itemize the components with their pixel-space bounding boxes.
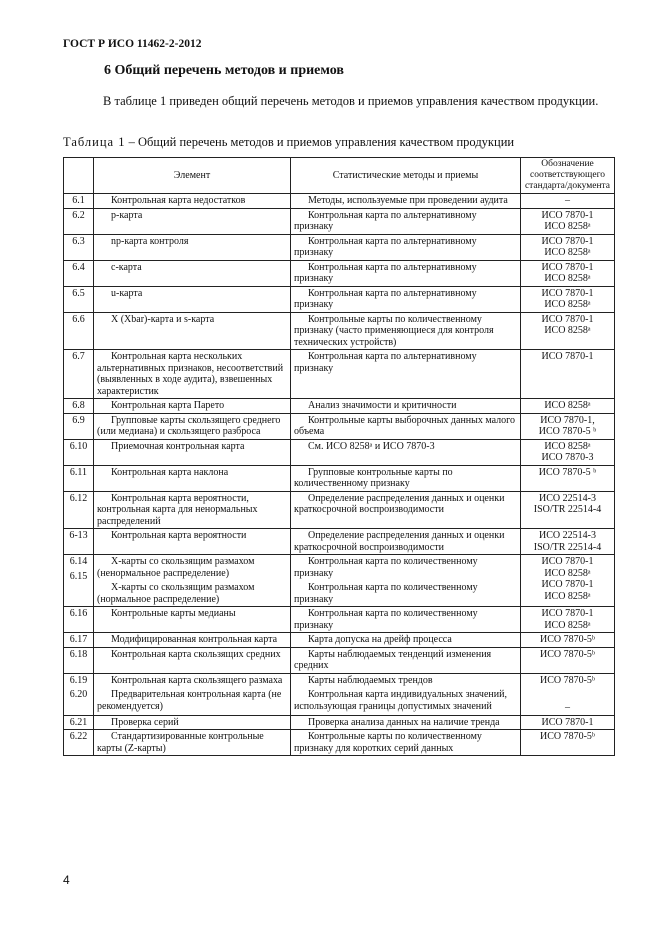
cell-text: 6.16	[69, 608, 88, 619]
cell-text: Предварительная контрольная карта (не рекомендуется)	[97, 689, 282, 712]
cell-text: ИСО 8258ᵃ	[544, 247, 591, 258]
cell-text: 6.20	[69, 689, 88, 700]
cell-text: 6.14	[69, 556, 88, 567]
cell-text: Контрольные карты медианы	[111, 608, 236, 619]
row-standard-cell	[521, 647, 615, 673]
table-row	[64, 529, 615, 555]
table-row	[64, 633, 615, 648]
row-element-cell	[94, 529, 291, 555]
row-method-cell	[291, 647, 521, 673]
row-method-cell	[291, 439, 521, 465]
cell-text: 6.8	[72, 400, 85, 411]
row-number-cell	[64, 555, 94, 607]
row-method-cell	[291, 633, 521, 648]
table-row	[64, 413, 615, 439]
table-row	[64, 715, 615, 730]
table-row	[64, 555, 615, 607]
row-number-cell	[64, 465, 94, 491]
row-method-cell	[291, 413, 521, 439]
row-standard-cell	[521, 673, 615, 715]
cell-text: ИСО 8258ᵃ	[544, 590, 591, 602]
cell-text: ИСО 7870-1	[541, 261, 594, 273]
row-standard-cell	[521, 260, 615, 286]
methods-table	[63, 157, 615, 756]
cell-text: ИСО 8258ᵃ	[544, 619, 591, 631]
row-number-cell	[64, 312, 94, 350]
row-standard-cell	[521, 399, 615, 414]
cell-text: Карты наблюдаемых трендов	[308, 674, 433, 686]
row-element-cell	[94, 555, 291, 607]
row-element-cell	[94, 194, 291, 209]
table-row	[64, 607, 615, 633]
row-number-cell	[64, 234, 94, 260]
cell-text: X (Xbar)-карта и s-карта	[111, 313, 215, 325]
table-row	[64, 194, 615, 209]
row-standard-cell	[521, 439, 615, 465]
row-method-cell	[291, 350, 521, 399]
row-method-cell	[291, 529, 521, 555]
cell-text: Определение распределения данных и оценки краткосрочной воспроизводимости	[294, 530, 505, 553]
row-number-cell	[64, 350, 94, 399]
cell-text: ИСО 7870-1	[541, 556, 594, 567]
page-number: 4	[63, 873, 70, 887]
cell-text: 6.15	[69, 570, 88, 582]
row-standard-cell	[521, 413, 615, 439]
row-number-cell	[64, 715, 94, 730]
cell-text: Групповые контрольные карты по количественному признаку	[294, 466, 453, 489]
table-row	[64, 260, 615, 286]
cell-text: Модифицированная контрольная карта	[111, 634, 278, 645]
row-number-cell	[64, 647, 94, 673]
cell-text: ИСО 8258ᵃ	[544, 567, 591, 579]
cell-text: Проверка анализа данных на наличие тренда	[308, 716, 500, 728]
document-header: ГОСТ Р ИСО 11462-2-2012	[63, 38, 202, 50]
header-cell-element: Элемент	[94, 158, 291, 194]
row-standard-cell	[521, 607, 615, 633]
cell-text: Контрольная карта по альтернативному признаку	[294, 209, 477, 232]
row-method-cell	[291, 715, 521, 730]
table-row	[64, 730, 615, 756]
cell-text: Контрольная карта по количественному признаку	[294, 608, 478, 631]
row-standard-cell	[521, 234, 615, 260]
cell-text: ИСО 7870-1	[541, 287, 594, 299]
table-row	[64, 234, 615, 260]
cell-text: Контрольная карта Парето	[111, 400, 225, 411]
cell-text: ИСО 7870-1,	[540, 414, 595, 426]
cell-text: Контрольная карта недостатков	[111, 195, 246, 206]
row-number-cell	[64, 633, 94, 648]
cell-text: См. ИСО 8258ᵃ и ИСО 7870-3	[308, 440, 435, 452]
row-method-cell	[291, 234, 521, 260]
cell-text: Контрольная карта нескольких альтернативных признаков, несоответствий (выявленных в ходе аудита), взвешенных характеристик	[97, 351, 284, 397]
row-number-cell	[64, 194, 94, 209]
row-standard-cell	[521, 286, 615, 312]
cell-text: ИСО 8258ᵃ	[544, 273, 591, 284]
cell-text: ИСО 7870-1	[541, 313, 594, 325]
row-element-cell	[94, 312, 291, 350]
cell-text: 6.7	[72, 351, 85, 362]
row-element-cell	[94, 413, 291, 439]
cell-text: Контрольная карта скользящего размаха	[111, 674, 283, 686]
cell-text: X-карты со скользящим размахом (ненормальное распределение)	[97, 556, 255, 579]
row-method-cell	[291, 465, 521, 491]
row-element-cell	[94, 647, 291, 673]
cell-text: Контрольная карта по количественному признаку	[294, 556, 478, 579]
cell-text: ИСО 7870-1	[541, 235, 594, 247]
cell-text: ИСО 8258ᵃ	[544, 221, 591, 232]
row-element-cell	[94, 260, 291, 286]
cell-text: u-карта	[111, 287, 143, 299]
table-row	[64, 465, 615, 491]
row-standard-cell	[521, 715, 615, 730]
cell-text: ИСО 22514-3	[539, 530, 596, 541]
row-element-cell	[94, 673, 291, 715]
row-element-cell	[94, 439, 291, 465]
intro-paragraph: В таблице 1 приведен общий перечень методов и приемов управления качеством продукции.	[103, 94, 599, 108]
cell-text: –	[565, 195, 570, 206]
row-method-cell	[291, 555, 521, 607]
cell-text: np-карта контроля	[111, 235, 189, 247]
table-caption	[63, 135, 514, 150]
row-method-cell	[291, 607, 521, 633]
cell-text: Контрольные карты выборочных данных малого объема	[294, 414, 515, 437]
cell-text: ИСО 7870-1	[541, 579, 594, 590]
row-method-cell	[291, 399, 521, 414]
row-number-cell	[64, 413, 94, 439]
row-method-cell	[291, 312, 521, 350]
cell-text: ИСО 7870-1	[541, 351, 594, 362]
cell-text: 6.5	[72, 287, 85, 299]
row-number-cell	[64, 673, 94, 715]
cell-text: ISO/TR 22514-4	[533, 504, 602, 515]
table-caption-label: Таблица 1	[63, 135, 126, 149]
cell-text: Стандартизированные контрольные карты (Z-карты)	[97, 731, 264, 754]
table-header-row	[64, 158, 615, 194]
row-element-cell	[94, 208, 291, 234]
row-standard-cell	[521, 194, 615, 209]
cell-text: Контрольная карта по альтернативному признаку	[294, 351, 477, 374]
table-row	[64, 208, 615, 234]
row-element-cell	[94, 286, 291, 312]
cell-text: Контрольная карта по альтернативному признаку	[294, 235, 477, 258]
cell-text: ИСО 7870-1	[541, 716, 594, 728]
cell-text: ИСО 7870-1	[541, 209, 594, 221]
cell-text: 6.21	[69, 716, 88, 728]
cell-text: 6.4	[72, 261, 85, 273]
cell-text: Контрольные карты по количественному признаку для коротких серий данных	[294, 731, 482, 754]
cell-text: Проверка серий	[111, 716, 179, 728]
cell-text: Контрольные карты по количественному признаку (часто применяющиеся для контроля технических устройств)	[294, 313, 494, 348]
cell-text: Карты наблюдаемых тенденций изменения средних	[294, 648, 492, 671]
row-element-cell	[94, 730, 291, 756]
table-row	[64, 439, 615, 465]
cell-text: 6.10	[69, 440, 88, 452]
cell-text: Карта допуска на дрейф процесса	[308, 634, 452, 645]
cell-text: 6.19	[69, 674, 88, 686]
cell-text: ИСО 8258ᵃ	[544, 440, 591, 452]
row-method-cell	[291, 673, 521, 715]
cell-text: Контрольная карта вероятности, контрольная карта для ненормальных распределений	[97, 492, 258, 527]
cell-text: ISO/TR 22514-4	[533, 541, 602, 553]
table-row	[64, 647, 615, 673]
cell-text: 6.2	[72, 209, 85, 221]
row-element-cell	[94, 607, 291, 633]
row-method-cell	[291, 194, 521, 209]
row-number-cell	[64, 208, 94, 234]
table-row	[64, 491, 615, 529]
row-standard-cell	[521, 529, 615, 555]
row-element-cell	[94, 234, 291, 260]
cell-text: Приемочная контрольная карта	[111, 440, 245, 452]
cell-text: Контрольная карта индивидуальных значений, использующая границы допустимых значений	[294, 689, 507, 712]
row-standard-cell	[521, 633, 615, 648]
row-standard-cell	[521, 312, 615, 350]
cell-text: Контрольная карта по количественному признаку	[294, 582, 478, 605]
row-method-cell	[291, 730, 521, 756]
row-element-cell	[94, 491, 291, 529]
table-row	[64, 399, 615, 414]
cell-text: Анализ значимости и критичности	[308, 400, 457, 411]
header-cell-standard: Обозначение соответствующего стандарта/документа	[521, 158, 615, 194]
row-number-cell	[64, 399, 94, 414]
row-element-cell	[94, 399, 291, 414]
cell-text: p-карта	[111, 209, 143, 221]
cell-text: Групповые карты скользящего среднего (или медиана) и скользящего разброса	[97, 414, 281, 437]
cell-text: 6.11	[69, 466, 88, 478]
cell-text: Методы, используемые при проведении аудита	[308, 195, 508, 206]
row-number-cell	[64, 260, 94, 286]
cell-text: 6-13	[69, 530, 88, 541]
cell-text: ИСО 7870-1	[541, 608, 594, 619]
row-standard-cell	[521, 208, 615, 234]
row-method-cell	[291, 491, 521, 529]
row-standard-cell	[521, 350, 615, 399]
table-row	[64, 286, 615, 312]
row-number-cell	[64, 730, 94, 756]
row-element-cell	[94, 465, 291, 491]
row-standard-cell	[521, 730, 615, 756]
cell-text: ИСО 7870-5ᵇ	[539, 731, 596, 742]
cell-text: ИСО 22514-3	[539, 492, 596, 504]
section-title: 6 Общий перечень методов и приемов	[104, 63, 344, 78]
row-standard-cell	[521, 465, 615, 491]
row-number-cell	[64, 607, 94, 633]
cell-text: 6.18	[69, 648, 88, 660]
cell-text: ИСО 7870-5ᵇ	[539, 634, 596, 645]
row-standard-cell	[521, 555, 615, 607]
cell-text: 6.17	[69, 634, 88, 645]
cell-text: c-карта	[111, 261, 142, 273]
cell-text: Контрольная карта вероятности	[111, 530, 247, 541]
row-number-cell	[64, 439, 94, 465]
cell-text: 6.6	[72, 313, 85, 325]
cell-text: X-карты со скользящим размахом (нормальное распределение)	[97, 582, 255, 605]
cell-text: ИСО 8258ᵃ	[544, 400, 591, 411]
table-caption-text: – Общий перечень методов и приемов управления качеством продукции	[125, 135, 515, 149]
table-row	[64, 312, 615, 350]
row-number-cell	[64, 286, 94, 312]
cell-text: 6.22	[69, 731, 88, 742]
row-number-cell	[64, 529, 94, 555]
cell-text: ИСО 7870-5 ᵇ	[538, 466, 597, 478]
cell-text: 6.12	[69, 492, 88, 504]
cell-text: ИСО 7870-5 ᵇ	[538, 426, 597, 437]
table-row	[64, 350, 615, 399]
row-standard-cell	[521, 491, 615, 529]
row-element-cell	[94, 715, 291, 730]
row-element-cell	[94, 633, 291, 648]
row-number-cell	[64, 491, 94, 529]
cell-text: Контрольная карта по альтернативному признаку	[294, 261, 477, 284]
cell-text: –	[565, 702, 570, 713]
cell-text: 6.9	[72, 414, 85, 426]
row-method-cell	[291, 286, 521, 312]
cell-text: ИСО 7870-3	[541, 452, 594, 463]
row-method-cell	[291, 260, 521, 286]
cell-text: Контрольная карта по альтернативному признаку	[294, 287, 477, 310]
row-method-cell	[291, 208, 521, 234]
cell-text: ИСО 8258ᵃ	[544, 299, 591, 310]
cell-text: ИСО 8258ᵃ	[544, 325, 591, 336]
cell-text: 6.3	[72, 235, 85, 247]
cell-text: Определение распределения данных и оценки краткосрочной воспроизводимости	[294, 492, 505, 515]
cell-text: ИСО 7870-5ᵇ	[539, 674, 596, 686]
header-cell-number	[64, 158, 94, 194]
cell-text: 6.1	[72, 195, 85, 206]
table-row	[64, 673, 615, 715]
row-element-cell	[94, 350, 291, 399]
cell-text: Контрольная карта скользящих средних	[111, 648, 281, 660]
cell-text: Контрольная карта наклона	[111, 466, 229, 478]
cell-text: ИСО 7870-5ᵇ	[539, 648, 596, 660]
header-cell-methods: Статистические методы и приемы	[291, 158, 521, 194]
